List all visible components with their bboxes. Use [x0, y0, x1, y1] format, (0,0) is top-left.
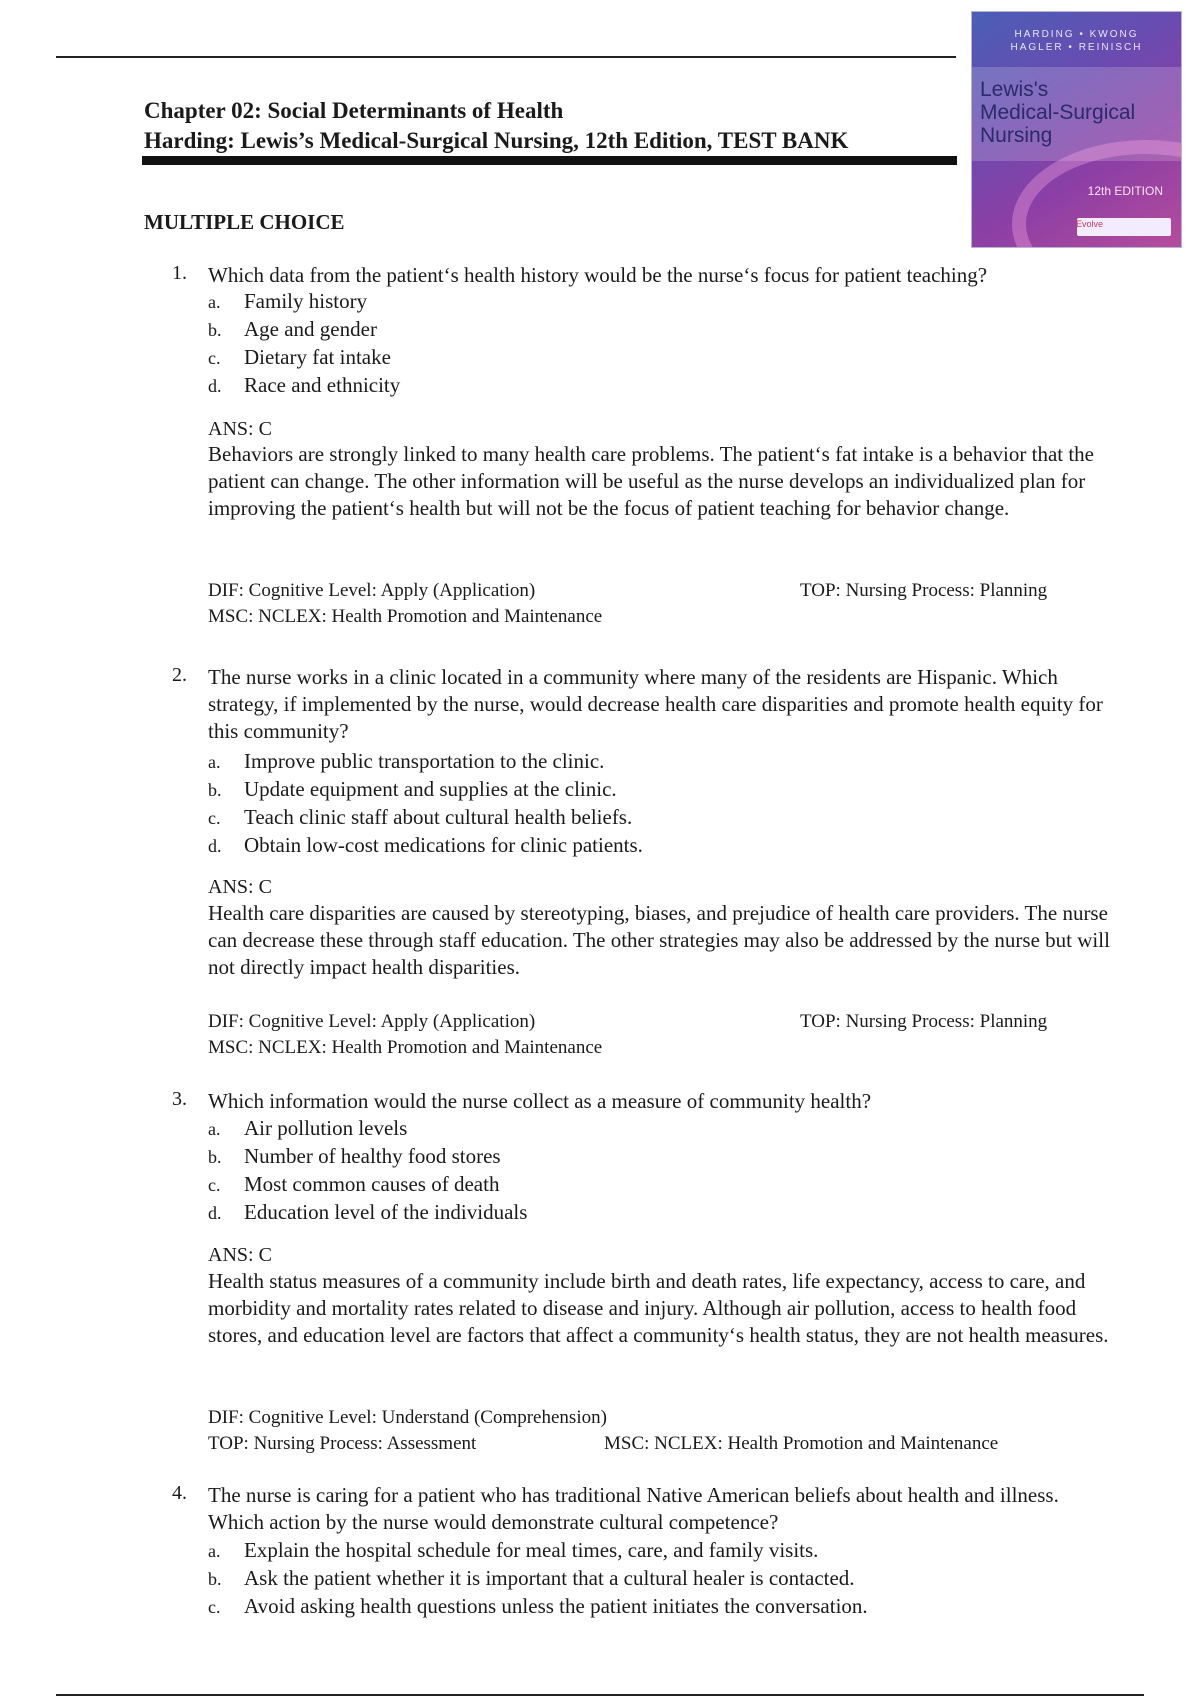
question-number: 1. [172, 262, 187, 284]
option-letter: b. [208, 1147, 222, 1167]
question-number: 3. [172, 1088, 187, 1110]
topic: TOP: Nursing Process: Planning [800, 1011, 1048, 1032]
option-letter: c. [208, 1175, 221, 1195]
topic: TOP: Nursing Process: Planning [800, 580, 1048, 601]
option-letter: b. [208, 320, 222, 340]
option-text: Family history [244, 289, 368, 313]
option-text: Most common causes of death [244, 1172, 500, 1196]
book-cover-image [971, 11, 1182, 248]
option-text: Explain the hospital schedule for meal times, care, and family visits. [244, 1538, 819, 1562]
option-text: Avoid asking health questions unless the patient initiates the conversation. [244, 1594, 868, 1618]
option-text: Dietary fat intake [244, 345, 391, 369]
answer-key: ANS: C [208, 1244, 272, 1266]
book-title: Harding: Lewis’s Medical-Surgical Nursing, 12th Edition, TEST BANK [144, 128, 849, 153]
option-text: Number of healthy food stores [244, 1144, 501, 1168]
option-text: Improve public transportation to the clinic. [244, 749, 605, 773]
rationale: Health care disparities are caused by stereotyping, biases, and prejudice of health care providers. The nurse can decrease these through staff education. The other strategies may also be addressed by the nurse but will not directly impact health disparities. [208, 901, 1110, 979]
cover-badge-text: Evolve [1075, 219, 1103, 229]
msc: MSC: NCLEX: Health Promotion and Maintenance [604, 1433, 999, 1454]
option-text: Age and gender [244, 317, 377, 341]
option-letter: a. [208, 1541, 221, 1561]
option-text: Ask the patient whether it is important that a cultural healer is contacted. [244, 1566, 855, 1590]
difficulty: DIF: Cognitive Level: Apply (Application) [208, 580, 536, 601]
answer-key: ANS: C [208, 876, 272, 898]
option-letter: c. [208, 348, 221, 368]
option-letter: c. [208, 808, 221, 828]
option-letter: c. [208, 1597, 221, 1617]
option-text: Education level of the individuals [244, 1200, 528, 1224]
rationale: Health status measures of a community include birth and death rates, life expectancy, access to care, and morbidity and mortality rates related to disease and injury. Although air pollution, access to health food stores, and education level are factors that affect a community‘s health status, they are not health measures. [208, 1269, 1109, 1347]
msc: MSC: NCLEX: Health Promotion and Maintenance [208, 1037, 603, 1058]
option-text: Air pollution levels [244, 1116, 408, 1140]
option-letter: a. [208, 752, 221, 772]
cover-authors: HARDING • KWONG HAGLER • REINISCH [1010, 29, 1143, 53]
option-letter: a. [208, 1119, 221, 1139]
option-text: Teach clinic staff about cultural health beliefs. [244, 805, 633, 829]
topic: TOP: Nursing Process: Assessment [208, 1433, 477, 1454]
difficulty: DIF: Cognitive Level: Apply (Application) [208, 1011, 536, 1032]
option-text: Update equipment and supplies at the clinic. [244, 777, 617, 801]
option-letter: d. [208, 376, 222, 396]
top-rule [56, 56, 956, 58]
question-stem: Which information would the nurse collect as a measure of community health? [208, 1089, 872, 1113]
option-letter: d. [208, 1203, 222, 1223]
question-number: 4. [172, 1482, 187, 1504]
option-text: Race and ethnicity [244, 373, 401, 397]
difficulty: DIF: Cognitive Level: Understand (Comprehension) [208, 1407, 607, 1428]
option-letter: b. [208, 1569, 222, 1589]
option-letter: d. [208, 836, 222, 856]
question-stem: The nurse works in a clinic located in a community where many of the residents are Hispanic. Which strategy, if implemented by the nurse, would decrease health care disparities and promote health equity for this community? [208, 665, 1103, 743]
cover-edition: 12th EDITION [1087, 184, 1163, 198]
msc: MSC: NCLEX: Health Promotion and Maintenance [208, 606, 603, 627]
question-stem: The nurse is caring for a patient who has traditional Native American beliefs about health and illness. Which action by the nurse would demonstrate cultural competence? [208, 1483, 1059, 1534]
bottom-rule [56, 1694, 1144, 1696]
question-stem: Which data from the patient‘s health history would be the nurse‘s focus for patient teaching? [208, 263, 988, 287]
cover-title: Lewis's Medical-Surgical Nursing [980, 78, 1136, 147]
option-letter: b. [208, 780, 222, 800]
rationale: Behaviors are strongly linked to many health care problems. The patient‘s fat intake is a behavior that the patient can change. The other information will be useful as the nurse develops an individualized plan for improving the patient‘s health but will not be the focus of patient teaching for behavior change. [208, 442, 1094, 520]
question-number: 2. [172, 664, 187, 686]
section-heading: MULTIPLE CHOICE [144, 210, 345, 234]
document-header [144, 96, 959, 156]
chapter-title: Chapter 02: Social Determinants of Health [144, 98, 564, 123]
header-rule [142, 156, 957, 165]
answer-key: ANS: C [208, 418, 272, 440]
option-letter: a. [208, 292, 221, 312]
option-text: Obtain low-cost medications for clinic patients. [244, 833, 643, 857]
